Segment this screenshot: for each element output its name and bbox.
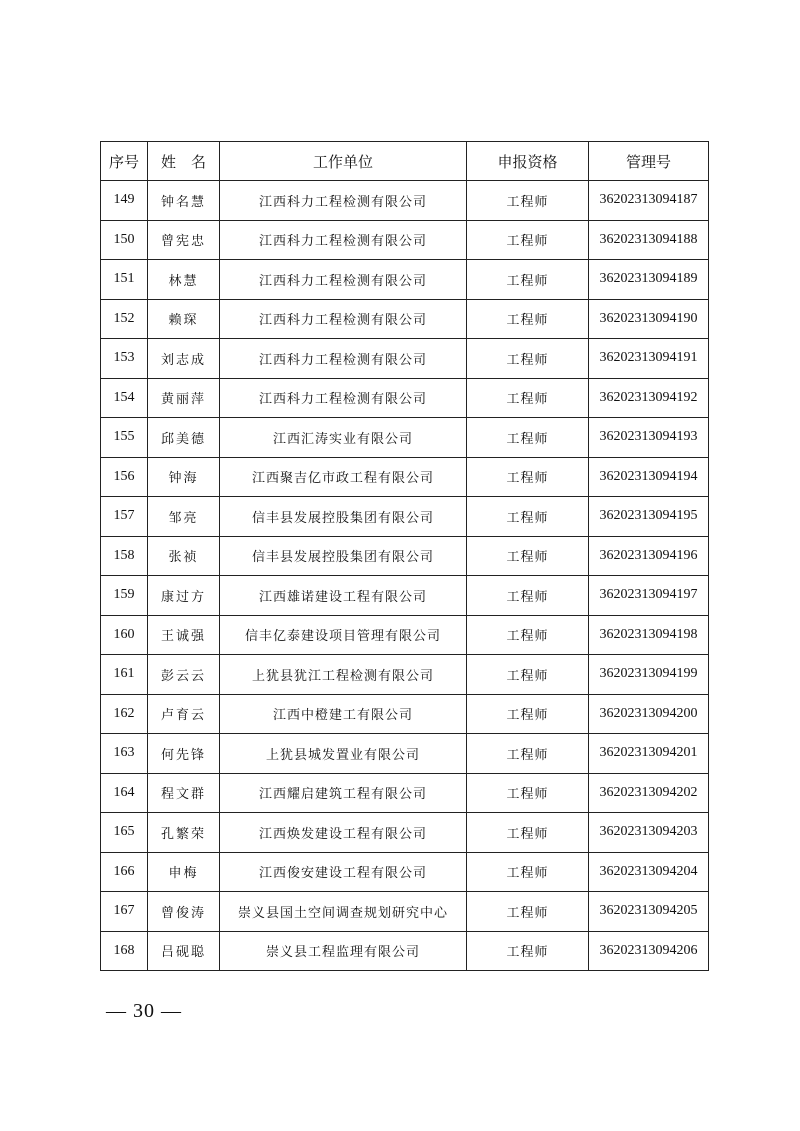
cell-qualification: 工程师: [467, 260, 589, 300]
cell-org: 江西科力工程检测有限公司: [220, 181, 467, 221]
cell-index: 160: [101, 615, 148, 655]
cell-qualification: 工程师: [467, 615, 589, 655]
cell-name: 邹亮: [148, 497, 220, 537]
cell-mgmt-no: 36202313094191: [589, 339, 709, 379]
cell-index: 159: [101, 576, 148, 616]
cell-name: 康过方: [148, 576, 220, 616]
cell-mgmt-no: 36202313094203: [589, 813, 709, 853]
cell-name: 钟名慧: [148, 181, 220, 221]
cell-qualification: 工程师: [467, 378, 589, 418]
header-mgmt-no: 管理号: [589, 142, 709, 181]
cell-name: 邱美德: [148, 418, 220, 458]
cell-index: 165: [101, 813, 148, 853]
cell-org: 崇义县国土空间调查规划研究中心: [220, 892, 467, 932]
table-row: [101, 892, 709, 932]
table-row: [101, 576, 709, 616]
cell-mgmt-no: 36202313094190: [589, 299, 709, 339]
cell-index: 153: [101, 339, 148, 379]
cell-org: 江西科力工程检测有限公司: [220, 299, 467, 339]
table-row: [101, 220, 709, 260]
cell-index: 161: [101, 655, 148, 695]
cell-qualification: 工程师: [467, 773, 589, 813]
cell-index: 149: [101, 181, 148, 221]
table-row: [101, 378, 709, 418]
cell-qualification: 工程师: [467, 734, 589, 774]
table-body: [101, 181, 709, 971]
cell-qualification: 工程师: [467, 892, 589, 932]
cell-name: 曾俊涛: [148, 892, 220, 932]
cell-name: 刘志成: [148, 339, 220, 379]
cell-index: 154: [101, 378, 148, 418]
cell-mgmt-no: 36202313094189: [589, 260, 709, 300]
cell-qualification: 工程师: [467, 931, 589, 971]
table-row: [101, 536, 709, 576]
table-row: [101, 339, 709, 379]
cell-mgmt-no: 36202313094199: [589, 655, 709, 695]
cell-org: 崇义县工程监理有限公司: [220, 931, 467, 971]
cell-mgmt-no: 36202313094200: [589, 694, 709, 734]
cell-qualification: 工程师: [467, 339, 589, 379]
table-row: [101, 418, 709, 458]
cell-index: 151: [101, 260, 148, 300]
cell-index: 157: [101, 497, 148, 537]
cell-org: 上犹县城发置业有限公司: [220, 734, 467, 774]
cell-index: 164: [101, 773, 148, 813]
cell-mgmt-no: 36202313094202: [589, 773, 709, 813]
cell-index: 156: [101, 457, 148, 497]
cell-qualification: 工程师: [467, 299, 589, 339]
cell-name: 张祯: [148, 536, 220, 576]
cell-name: 王诚强: [148, 615, 220, 655]
cell-org: 江西中橙建工有限公司: [220, 694, 467, 734]
table-row: [101, 773, 709, 813]
cell-qualification: 工程师: [467, 181, 589, 221]
table-header-row: [101, 142, 709, 181]
header-org: 工作单位: [220, 142, 467, 181]
table-row: [101, 931, 709, 971]
cell-index: 163: [101, 734, 148, 774]
cell-org: 江西聚吉亿市政工程有限公司: [220, 457, 467, 497]
cell-qualification: 工程师: [467, 813, 589, 853]
cell-mgmt-no: 36202313094188: [589, 220, 709, 260]
cell-name: 孔繁荣: [148, 813, 220, 853]
table-row: [101, 181, 709, 221]
cell-mgmt-no: 36202313094205: [589, 892, 709, 932]
cell-name: 何先锋: [148, 734, 220, 774]
personnel-table: [100, 141, 709, 971]
cell-mgmt-no: 36202313094192: [589, 378, 709, 418]
cell-qualification: 工程师: [467, 694, 589, 734]
table-row: [101, 497, 709, 537]
cell-mgmt-no: 36202313094195: [589, 497, 709, 537]
cell-name: 钟海: [148, 457, 220, 497]
header-name: 姓 名: [148, 142, 220, 181]
cell-mgmt-no: 36202313094206: [589, 931, 709, 971]
cell-index: 150: [101, 220, 148, 260]
cell-mgmt-no: 36202313094204: [589, 852, 709, 892]
table-row: [101, 615, 709, 655]
cell-qualification: 工程师: [467, 497, 589, 537]
cell-org: 信丰县发展控股集团有限公司: [220, 497, 467, 537]
cell-mgmt-no: 36202313094187: [589, 181, 709, 221]
table-row: [101, 299, 709, 339]
table-row: [101, 734, 709, 774]
cell-qualification: 工程师: [467, 655, 589, 695]
cell-mgmt-no: 36202313094198: [589, 615, 709, 655]
cell-name: 彭云云: [148, 655, 220, 695]
cell-org: 江西汇涛实业有限公司: [220, 418, 467, 458]
cell-mgmt-no: 36202313094193: [589, 418, 709, 458]
cell-index: 167: [101, 892, 148, 932]
cell-name: 曾宪忠: [148, 220, 220, 260]
table-row: [101, 694, 709, 734]
cell-name: 黄丽萍: [148, 378, 220, 418]
cell-index: 158: [101, 536, 148, 576]
cell-name: 卢育云: [148, 694, 220, 734]
cell-qualification: 工程师: [467, 852, 589, 892]
header-index: 序号: [101, 142, 148, 181]
cell-name: 赖琛: [148, 299, 220, 339]
cell-name: 程文群: [148, 773, 220, 813]
cell-name: 申梅: [148, 852, 220, 892]
cell-index: 168: [101, 931, 148, 971]
cell-org: 江西雄诺建设工程有限公司: [220, 576, 467, 616]
header-qualification: 申报资格: [467, 142, 589, 181]
page-number: — 30 —: [106, 1000, 182, 1022]
cell-org: 江西俊安建设工程有限公司: [220, 852, 467, 892]
cell-qualification: 工程师: [467, 457, 589, 497]
table-row: [101, 813, 709, 853]
cell-mgmt-no: 36202313094196: [589, 536, 709, 576]
cell-index: 162: [101, 694, 148, 734]
cell-org: 信丰亿泰建设项目管理有限公司: [220, 615, 467, 655]
cell-org: 江西科力工程检测有限公司: [220, 260, 467, 300]
table-row: [101, 655, 709, 695]
cell-qualification: 工程师: [467, 536, 589, 576]
cell-name: 吕砚聪: [148, 931, 220, 971]
cell-mgmt-no: 36202313094197: [589, 576, 709, 616]
cell-index: 166: [101, 852, 148, 892]
cell-org: 上犹县犹江工程检测有限公司: [220, 655, 467, 695]
cell-org: 信丰县发展控股集团有限公司: [220, 536, 467, 576]
cell-name: 林慧: [148, 260, 220, 300]
cell-index: 152: [101, 299, 148, 339]
cell-qualification: 工程师: [467, 418, 589, 458]
cell-qualification: 工程师: [467, 220, 589, 260]
cell-mgmt-no: 36202313094194: [589, 457, 709, 497]
cell-org: 江西耀启建筑工程有限公司: [220, 773, 467, 813]
cell-org: 江西科力工程检测有限公司: [220, 220, 467, 260]
cell-org: 江西科力工程检测有限公司: [220, 378, 467, 418]
table-row: [101, 852, 709, 892]
cell-index: 155: [101, 418, 148, 458]
cell-qualification: 工程师: [467, 576, 589, 616]
table-row: [101, 260, 709, 300]
cell-org: 江西科力工程检测有限公司: [220, 339, 467, 379]
table-row: [101, 457, 709, 497]
cell-org: 江西焕发建设工程有限公司: [220, 813, 467, 853]
cell-mgmt-no: 36202313094201: [589, 734, 709, 774]
